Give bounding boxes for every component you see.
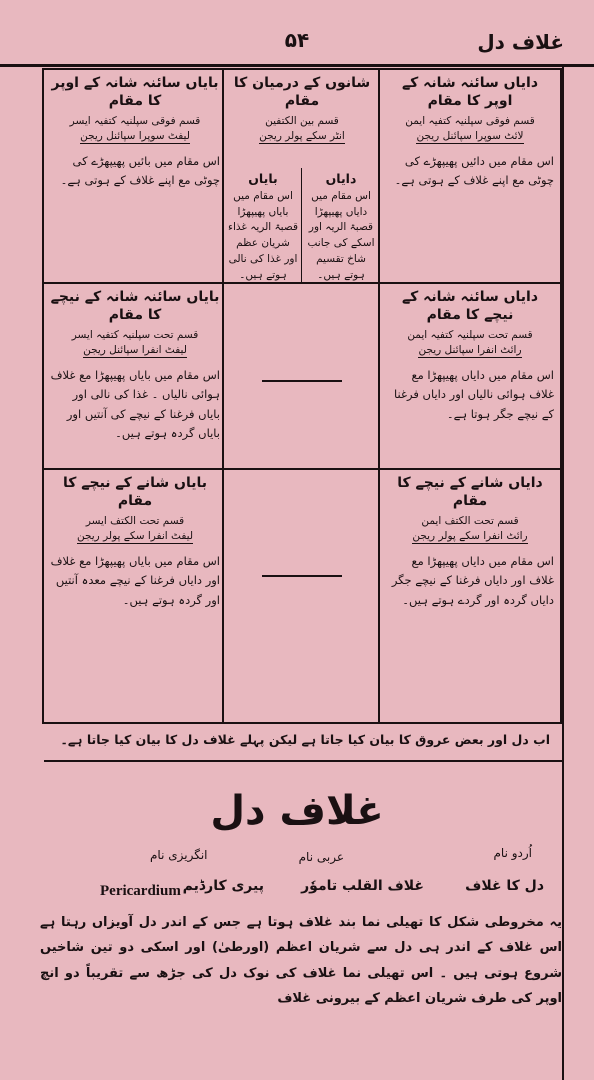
arabic-name-label: عربی نام: [298, 850, 344, 864]
cell-sub-1: قسم تحت الکتف ایسر: [85, 515, 185, 528]
cell-right-lower-scapular: [380, 284, 560, 468]
section-title: غلاف دل: [210, 788, 384, 834]
cell-sub-2: لیفٹ انفرا سکے پولر ریجن: [77, 529, 193, 544]
left-col-body: اس مقام میں بایاں پھیپھڑا قصبۃ الریہ غذاء شریان عظم اور غذا کی نالی ہوتے ہیں۔: [228, 189, 298, 281]
arabic-name: غلاف القلب تاموٗر: [301, 878, 424, 894]
cell-body: اس مقام میں دایاں پھیپھڑا مع غلاف ہوائی نالیاں اور دایاں فرغنا کے نیچے جگر ہوتا ہے۔: [394, 367, 554, 421]
left-col-title: بایاں: [248, 171, 278, 186]
cell-heading: بایاں شانے کے نیچے کا مقام: [63, 475, 207, 510]
cell-sub-1: قسم بین الکتفین: [265, 115, 339, 128]
right-col-body: اس مقام میں دایاں پھیپھڑا قصبۃ الریہ اور اسکے کی جانب شاخ تقسیم ہوتے ہیں۔: [307, 189, 375, 281]
intro-line: اب دل اور بعض عروق کا بیان کیا جاتا ہے لیکن پہلے غلاف دل کا بیان کیا جاتا ہے۔: [60, 732, 550, 747]
cell-heading: شانوں کے درمیان کا مقام: [233, 75, 371, 110]
cell-heading: دایاں سائنہ شانہ کے اوپر کا مقام: [401, 75, 539, 110]
cell-sub-2: انٹر سکے پولر ریجن: [259, 129, 345, 144]
urdu-name: دل کا غلاف: [465, 878, 544, 894]
header-rule: [0, 64, 594, 67]
english-name-label: انگریزی نام: [150, 848, 208, 862]
cell-left-lower-scapular: [44, 284, 226, 468]
cell-heading: بایاں سائنہ شانہ کے نیچے کا مقام: [50, 289, 220, 324]
right-margin-rule: [562, 64, 564, 1080]
cell-body: اس مقام میں بایاں پھیپھڑا مع غلاف ہوائی نالیاں ۔ غذا کی نالی اور بایاں فرغنا کے نیچے کی آنتیں اور بایاں گردہ ہوتے ہیں۔: [50, 367, 220, 441]
page-number: ۵۴: [284, 28, 310, 52]
running-title: غلاف دل: [477, 30, 564, 54]
cell-left-upper-scapular: [44, 70, 226, 282]
cell-sub-1: قسم فوقی سپلنیہ کتفیہ ایمن: [405, 115, 535, 128]
intro-rule: [44, 760, 562, 762]
cell-sub-2: لائٹ سوپرا سپائنل ریجن: [416, 129, 523, 144]
cell-body: اس مقام میں دائیں پھیپھڑے کی چوٹی مع اپنے غلاف کے ہوتی ہے۔: [394, 153, 554, 188]
cell-interscapular: [224, 70, 380, 282]
urdu-name-label: اُردو نام: [493, 846, 532, 860]
page-header: [20, 24, 574, 62]
arabic-alt-name: پیری کارڈیم: [182, 878, 264, 894]
cell-right-infrascapular: [380, 470, 560, 722]
cell-sub-1: قسم تحت سپلنیہ کتفیہ ایمن: [407, 329, 533, 342]
empty-cell-dash: [262, 380, 342, 382]
cell-body: اس مقام میں بایاں پھیپھڑا مع غلاف اور دایاں فرغنا کے نیچے معدہ آنتیں اور گردہ ہوتے ہیں۔: [50, 553, 220, 607]
cell-left-infrascapular: [44, 470, 226, 722]
description-paragraph: یہ مخروطی شکل کا تھیلی نما بند غلاف ہوتا ہے جس کے اندر دل آویزاں رہتا ہے اس غلاف کے اندر ہی دل سے شریان اعظم (اورطیٰ) اور اسکی دو تین شاخیں شروع ہوتی ہیں ۔ اس تھیلی نما غلاف کی نوک دل کی جڑھ سے تقریباً دو انچ اوپر کی طرف شریان اعظم کے بیرونی غلاف: [40, 915, 562, 1007]
english-name: Pericardium: [100, 883, 181, 899]
cell-sub-2: لیفٹ سوپرا سپائنل ریجن: [80, 129, 190, 144]
cell-heading: دایاں شانے کے نیچے کا مقام: [397, 475, 543, 510]
cell-sub-1: قسم تحت الکتف ایمن: [421, 515, 519, 528]
cell-heading: بایاں سائنہ شانہ کے اوپر کا مقام: [51, 75, 219, 110]
cell-sub-2: لیفٹ انفرا سپائنل ریجن: [83, 343, 187, 358]
right-col-title: دایاں: [325, 171, 357, 186]
cell-sub-2: رائٹ انفرا سکے پولر ریجن: [412, 529, 527, 544]
empty-cell-dash: [262, 575, 342, 577]
cell-right-upper-scapular: [380, 70, 560, 282]
cell-body: اس مقام میں بائیں پھیپھڑے کی چوٹی مع اپنے غلاف کے ہوتی ہے۔: [60, 153, 220, 188]
cell-body: اس مقام میں دایاں پھیپھڑا مع غلاف اور دایاں فرغنا کے نیچے جگر دایاں گردہ اور گردے ہوتے ہیں۔: [391, 553, 554, 607]
cell-sub-2: رائٹ انفرا سپائنل ریجن: [418, 343, 521, 358]
cell-sub-1: قسم فوقی سپلنیہ کتفیہ ایسر: [69, 115, 201, 128]
regions-table: [42, 68, 562, 724]
cell-sub-1: قسم تحت سپلنیہ کتفیہ ایسر: [71, 329, 199, 342]
cell-heading: دایاں سائنہ شانہ کے نیچے کا مقام: [401, 289, 539, 324]
